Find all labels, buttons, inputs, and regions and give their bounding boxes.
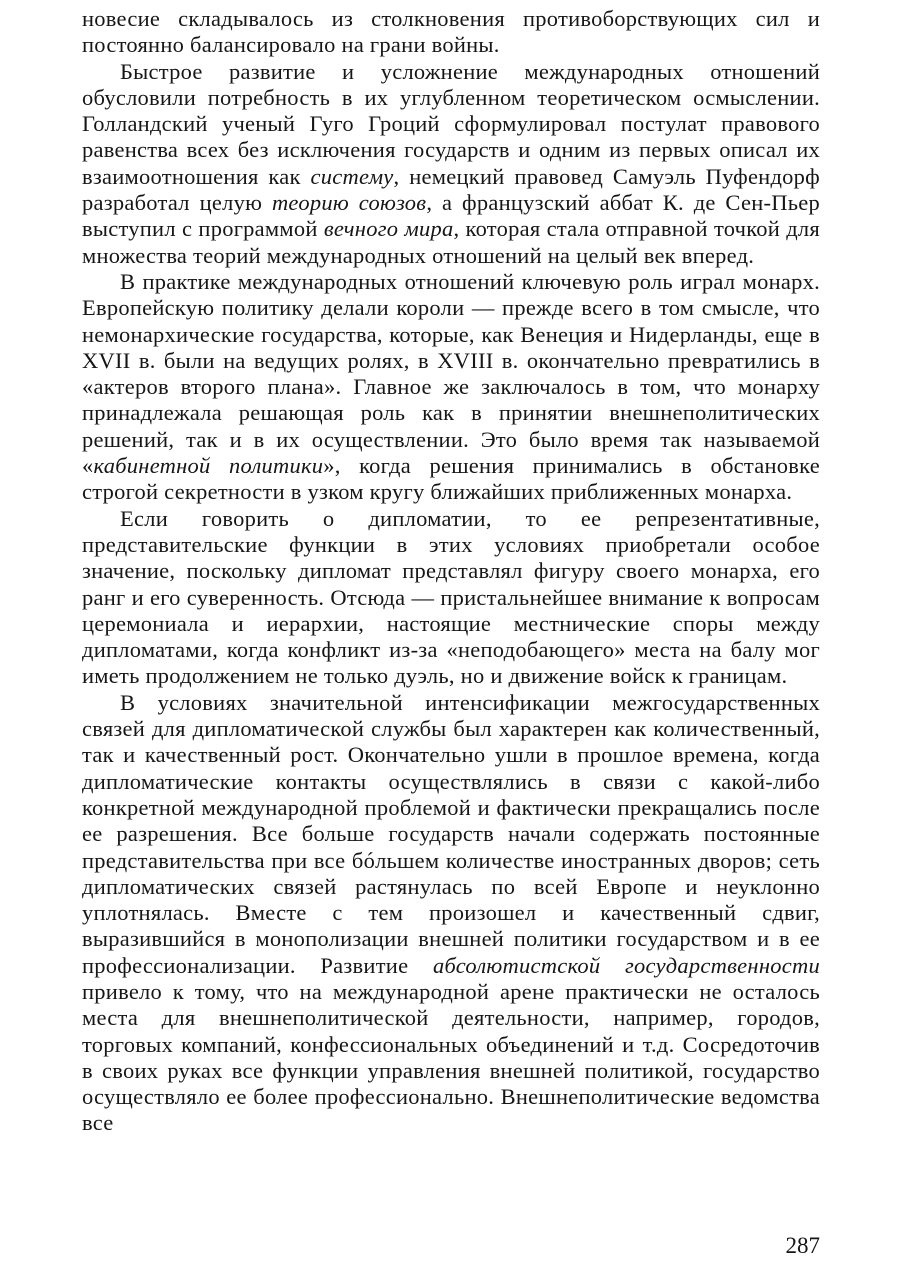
text-run: привело к тому, что на международной арене практически не осталось места для внешнеполитической деятельности, например, городов, торговых компаний, конфессиональных объединений и т.д. Сосредоточив в своих руках все функции управления внешней политикой, государство осуществляло ее более профессионально. Внешнеполитические ведомства все	[82, 978, 820, 1136]
text-run: , которая стала отправной точкой для множества теорий международных отношений на целый век вперед.	[82, 216, 820, 268]
paragraph	[82, 690, 820, 1137]
text-run: Быстрое развитие и усложнение международных отношений обусловили потребность в их углубленном теоретическом осмыслении. Голландский ученый Гуго Гроций сформулировал постулат правового равенства всех без исключения государств и одним из первых описал их взаимоотношения как	[82, 58, 820, 189]
page-number: 287	[785, 1233, 820, 1258]
paragraph	[82, 506, 820, 690]
text-run: новесие складывалось из столкновения противоборствующих сил и постоянно балансировало на грани войны.	[82, 6, 820, 58]
italic-term: вечного мира	[323, 216, 454, 242]
text-run: Если говорить о дипломатии, то ее репрезентативные, представительские функции в этих условиях приобретали особое значение, поскольку дипломат представлял фигуру своего монарха, его ранг и его суверенность. Отсюда — пристальнейшее внимание к вопросам церемониала и иерархии, настоящие местнические споры между дипломатами, когда конфликт из-за «неподобающего» места на балу мог иметь продолжением не только дуэль, но и движение войск к границам.	[82, 505, 820, 689]
paragraph-continued	[82, 6, 820, 59]
italic-term: систему	[310, 163, 394, 189]
italic-term: абсолютистской государственности	[432, 952, 820, 978]
text-run: В условиях значительной интенсификации межгосударственных связей для дипломатической службы был характерен как количественный, так и качественный рост. Окончательно ушли в прошлое времена, когда дипломатические контакты осуществлялись в связи с какой-либо конкретной международной проблемой и фактически прекращались после ее разрешения. Все больше государств начали содержать постоянные представительства при все бóльшем количестве иностранных дворов; сеть дипломатических связей растянулась по всей Европе и неуклонно уплотнялась. Вместе с тем произошел и качественный сдвиг, выразившийся в монополизации внешней политики государством и в ее профессионализации. Развитие	[82, 689, 820, 978]
text-run: », когда решения принимались в обстановке строгой секретности в узком кругу ближайших приближенных монарха.	[82, 453, 820, 505]
text-run: , немецкий правовед Самуэль Пуфендорф разработал целую	[82, 163, 821, 216]
text-run: В практике международных отношений ключевую роль играл монарх. Европейскую политику делали короли — прежде всего в том смысле, что немонархические государства, которые, как Венеция и Нидерланды, еще в XVII в. были на ведущих ролях, в XVIII в. окончательно превратились в «актеров второго плана». Главное же заключалось в том, что монарху принадлежала решающая роль как в принятии внешнеполитических решений, так и в их осуществлении. Это было время так называемой «	[82, 268, 820, 479]
paragraph	[82, 269, 820, 506]
paragraph	[82, 59, 820, 269]
italic-term: кабинетной политики	[93, 453, 324, 479]
body-text	[82, 6, 820, 1137]
text-run: , а французский аббат К. де Сен-Пьер выступил с программой	[82, 190, 820, 242]
italic-term: теорию союзов	[271, 190, 427, 216]
